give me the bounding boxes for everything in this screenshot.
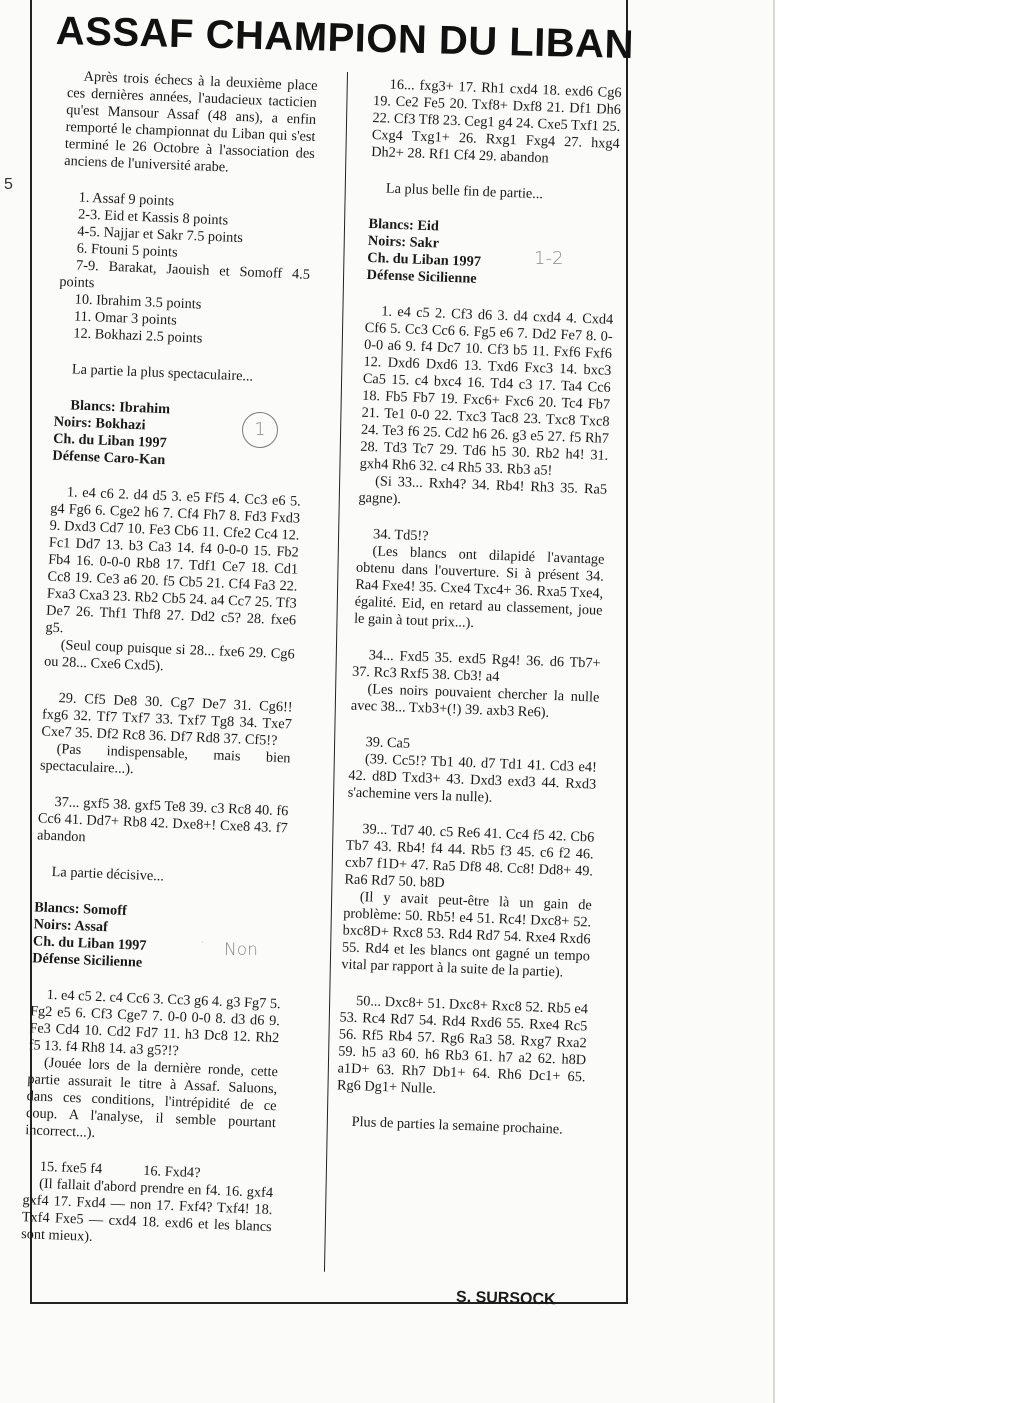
game-moves: 50... Dxc8+ 51. Dxc8+ Rxc8 52. Rb5 e4 53. Rc4 Rd7 54. Rd4 Rxd6 55. Rxe4 Rc5 56. Rf5 Rb4 57. Rg6 Ra3 58. Rxg7 Rxa2 59. h5 a3 60. h6 Rb3 61. h7 a2 62. h8D a1D+ 63. Rh7 Db1+ 64. Rh6 Dc1+ 65. Rg6 Dg1+ Nulle. xyxy=(336,992,589,1097)
game-note: (Jouée lors de la dernière ronde, cette partie assurait le titre à Assaf. Saluons, dans ces conditions, l'intrépidité de ce coup. A l'analyse, il semble pourtant incorrect...). xyxy=(25,1054,279,1141)
standing-item: 7-9. Barakat, Jaouish et Somoff 4.5 points xyxy=(59,257,311,292)
game2-intro: La partie décisive... xyxy=(51,864,165,885)
game-moves: 39... Td7 40. c5 Re6 41. Cc4 f5 42. Cb6 Tb7 43. Rb4! f4 44. Rb5 f3 45. c6 f2 46. cxb7 f1D+ 47. Ra5 Df8 48. Cc8! Dd8+ 49. Ra6 Rd7 50. b8D xyxy=(344,821,595,892)
handwritten-score-mark: 1-2 xyxy=(534,248,564,269)
game1-intro: La partie la plus spectaculaire... xyxy=(71,361,254,385)
game-header-line: Noirs: Sakr xyxy=(367,232,440,252)
game2-header xyxy=(32,899,285,977)
standing-item: 4-5. Najjar et Sakr 7.5 points xyxy=(77,223,244,247)
handwritten-circled-mark: 1 xyxy=(242,412,278,448)
game-moves: 37... gxf5 38. gxf5 Te8 39. c3 Rc8 40. f6 Cc6 41. Dd7+ Rb8 42. Dxe8+! Cxe8 43. f7 abandon xyxy=(36,794,289,846)
standing-item: 6. Ftouni 5 points xyxy=(76,240,178,261)
game3-header xyxy=(366,216,616,293)
game-header-line: Blancs: Ibrahim xyxy=(70,397,171,418)
game-header-line: Blancs: Eid xyxy=(368,215,440,235)
author-signature: S. SURSOCK xyxy=(455,1288,556,1309)
game-note: (Pas indispensable, mais bien spectaculaire...). xyxy=(39,741,291,778)
intro-paragraph: Après trois échecs à la deuxième place ces dernières années, l'audacieux tacticien qu'est Mansour Assaf (48 ans), a enfin remporté le championnat du Liban qui s'est terminé le 26 Octobre à l'association des anciens de l'université arabe. xyxy=(63,68,318,176)
game-header-line: Noirs: Assaf xyxy=(33,916,109,936)
game3-intro: La plus belle fin de partie... xyxy=(385,180,544,203)
standings-list xyxy=(57,189,313,352)
game-moves: 1. e4 c6 2. d4 d5 3. e5 Ff5 4. Cc3 e6 5. g4 Fg6 6. Cge2 h6 7. Cf4 Fh7 8. Fd3 Fxd3 9. Dxd3 Cd7 10. Fe3 Cb6 11. Cfe2 Cc4 12. Fc1 Dd7 13. b3 Ca3 14. f4 0-0-0 15. Fb2 Fb4 16. 0-0-0 Rb8 17. Tdf1 Ce7 18. Cd1 Cc8 19. Ce3 a6 20. f5 Cb5 21. Cf4 Fa3 22. Fxa3 Cxa3 23. Rb2 Cb5 24. a4 Cc7 25. Tf3 De7 26. Thf1 Thf8 27. Dd2 c5? 28. fxe6 g5. xyxy=(45,484,302,637)
standing-item: 10. Ibrahim 3.5 points xyxy=(74,291,202,313)
closing-note: Plus de parties la semaine prochaine. xyxy=(351,1113,564,1138)
game-note: (Les noirs pouvaient chercher la nulle avec 38... Txb3+(!) 39. axb3 Re6). xyxy=(350,681,600,721)
game-moves-part: 15. fxe5 f4 xyxy=(39,1158,103,1178)
headline: ASSAF CHAMPION DU LIBAN xyxy=(55,9,635,68)
game-note: (Il y avait peut-être là un gain de problème: 50. Rb5! e4 51. Rc4! Dxc8+ 52. bxc8D+ Rxc8 53. Rd4 Rd7 54. Rxe4 Rxd6 55. Rd4 et les blancs ont gagné un tempo vital par rapport à la suite de la partie). xyxy=(341,889,593,981)
game-header-line: Ch. du Liban 1997 xyxy=(32,933,147,954)
game-header-line: Défense Caro-Kan xyxy=(52,447,166,469)
game-header-line: Défense Sicilienne xyxy=(31,950,143,971)
standing-item: 2-3. Eid et Kassis 8 points xyxy=(77,206,229,229)
game-header-line: Ch. du Liban 1997 xyxy=(52,430,167,452)
handwritten-dot-mark: · xyxy=(200,935,205,951)
game-moves: 39. Ca5 xyxy=(365,734,411,752)
game-header-line: Ch. du Liban 1997 xyxy=(367,249,482,271)
standing-item: 12. Bokhazi 2.5 points xyxy=(73,325,203,347)
game-note: (Les blancs ont dilapidé l'avantage obtenu dans l'ouverture. Si à présent 34. Ra4 Fxe4! 35. Cxe4 Txc4+ 36. Rxa5 Txe4, égalité. Eid, en retard au classement, joue le gain à tout prix...). xyxy=(353,543,605,632)
game-header-line: Blancs: Somoff xyxy=(33,899,128,920)
game-moves: 29. Cf5 De8 30. Cg7 De7 31. Cg6!! fxg6 32. Tf7 Txf7 33. Txf7 Tg8 34. Txe7 Cxe7 35. Df2 Rc8 36. Df7 Rd8 37. Cf5!? xyxy=(41,690,293,749)
game-moves: 34. Td5!? xyxy=(372,526,429,545)
handwritten-non-mark: Non xyxy=(224,940,258,960)
standing-item: 1. Assaf 9 points xyxy=(78,189,175,210)
game-moves: 16... fxg3+ 17. Rh1 cxd4 18. exd6 Cg6 19. Ce2 Fe5 20. Txf8+ Dxf8 21. Df1 Dh6 22. Cf3 Tf8 23. Ceg1 g4 24. Cxe5 Txf1 25. Cxg4 Txg1+ 26. Rxg1 Fxg4 27. hxg4 Dh2+ 28. Rf1 Cf4 29. abandon xyxy=(370,76,622,167)
left-column xyxy=(21,68,318,1253)
game-header-line: Défense Sicilienne xyxy=(366,266,477,287)
game-note: (Il fallait d'abord prendre en f4. 16. gxf4 gxf4 17. Fxd4 — non 17. Fxf4? Txf4! 18. Txf4 Fxe5 — cxd4 18. exd6 et les blancs sont mieux). xyxy=(20,1175,274,1245)
game-note: (39. Cc5!? Tb1 40. d7 Td1 41. Cd3 e4! 42. d8D Txd3+ 43. Dxd3 exd3 44. Rxd3 s'achemine vers la nulle). xyxy=(347,751,598,806)
paper-edge xyxy=(773,0,775,1403)
game-moves: 1. e4 c5 2. c4 Cc6 3. Cc3 g6 4. g3 Fg7 5. Fg2 e5 6. Cf3 Cge7 7. 0-0 0-0 8. d3 d6 9. Fe3 Cd4 10. Cd2 Fd7 11. h3 Dc8 12. Rh2 f5 13. f4 Rh8 14. a3 g5?!? xyxy=(28,986,281,1060)
game-header-line: Noirs: Bokhazi xyxy=(53,413,146,434)
standing-item: 11. Omar 3 points xyxy=(73,308,177,329)
game-moves-part: 16. Fxd4? xyxy=(142,1162,201,1182)
game-moves: 1. e4 c5 2. Cf3 d6 3. d4 cxd4 4. Cxd4 Cf6 5. Cc3 Cc6 6. Fg5 e6 7. Dd2 Fe7 8. 0-0-0 a6 9. f4 Dc7 10. Cf3 b5 11. Fxf6 Fxf6 12. Dxd6 Dxd6 13. Txd6 Fxc3 14. bxc3 Ca5 15. c4 bxc4 16. Td4 c3 17. Ta4 Cc6 18. Fb5 Fb7 19. Fxc6+ Fxc6 20. Tc4 Fb7 21. Te1 0-0 22. Txc3 Tac8 23. Txc8 Txc8 24. Te3 f6 25. Cd2 h6 26. g3 e5 27. f5 Rh7 28. Td3 Tc7 29. Td6 h5 30. Rb2 h4! 31. gxh4 Rh6 32. c4 Rh5 33. Rb3 a5! xyxy=(359,303,614,479)
game-note: (Si 33... Rxh4? 34. Rb4! Rh3 35. Ra5 gagne). xyxy=(358,473,608,508)
right-column xyxy=(335,76,621,1139)
game-note: (Seul coup puisque si 28... fxe6 29. Cg6 ou 28... Cxe6 Cxd5). xyxy=(43,637,295,675)
margin-page-number: 5 xyxy=(4,176,13,193)
game-moves: 34... Fxd5 35. exd5 Rg4! 36. d6 Tb7+ 37. Rc3 Rxf5 38. Cb3! a4 xyxy=(351,647,601,685)
